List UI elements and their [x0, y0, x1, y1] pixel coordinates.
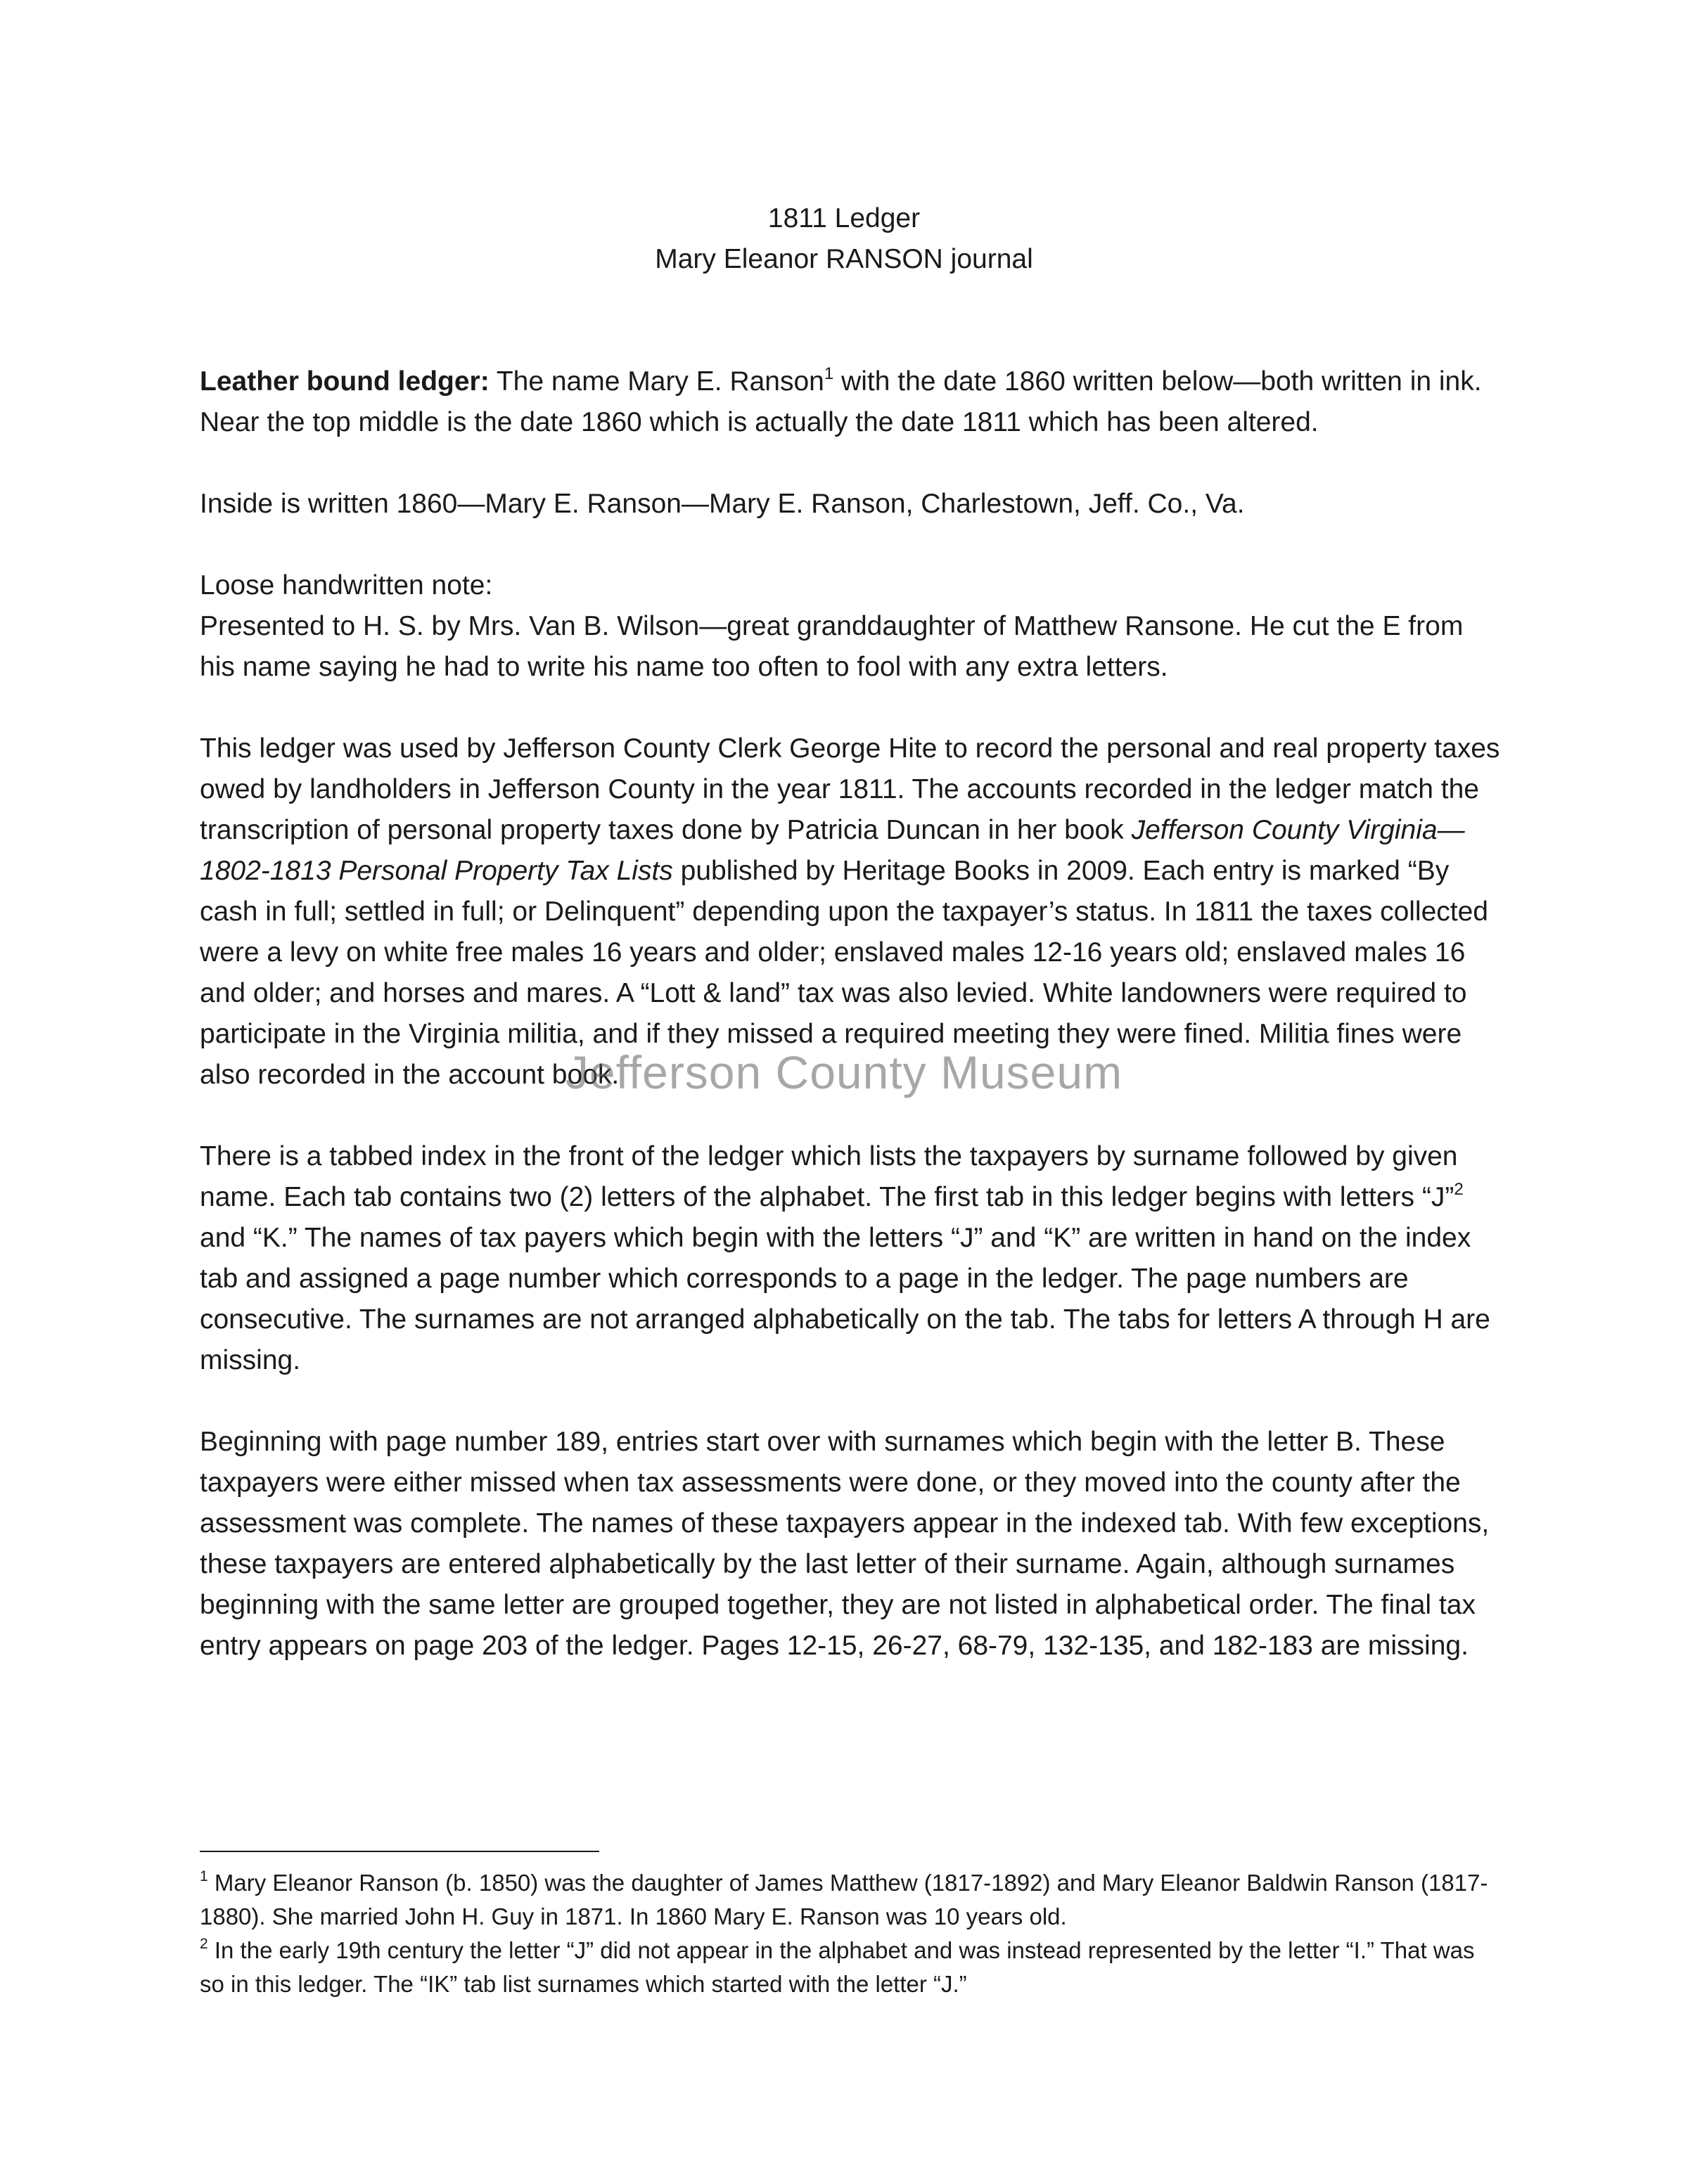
- paragraph-note-text: Presented to H. S. by Mrs. Van B. Wilson—great granddaughter of Matthew Ransone. He cut the E from his name saying he had to write his name too often to fool with any extra letters.: [200, 611, 1464, 682]
- footnote-divider: [200, 1851, 599, 1852]
- paragraph-tabbed-index: [200, 1136, 1502, 1381]
- book-title: Jefferson County Virginia—1802-1813 Personal Property Tax Lists: [200, 815, 1465, 886]
- paragraph-text: with the date 1860 written below—both written in ink. Near the top middle is the date 1860 which is actually the date 1811 which has been altered.: [200, 366, 1482, 437]
- title-block: [0, 198, 1688, 280]
- paragraph-text: and “K.” The names of tax payers which begin with the letters “J” and “K” are written in hand on the index tab and assigned a page number which corresponds to a page in the ledger. The page numbers are consecutive. The surnames are not arranged alphabetically on the tab. The tabs for letters A through H are missing.: [200, 1223, 1490, 1375]
- footnote-text: Mary Eleanor Ranson (b. 1850) was the daughter of James Matthew (1817-1892) and Mary Eleanor Baldwin Ranson (1817-1880). She married John H. Guy in 1871. In 1860 Mary E. Ranson was 10 years old.: [200, 1870, 1488, 1929]
- watermark: Jefferson County Museum: [565, 1046, 1123, 1098]
- paragraph-text: published by Heritage Books in 2009. Each entry is marked “By cash in full; settled in full; or Delinquent” depending upon the taxpayer’s status. In 1811 the taxes collected were a levy on white free males 16 years and older; enslaved males 12-16 years old; enslaved males 16 and older; and horses and mares. A “Lott & land” tax was also levied. White landowners were required to participate in the Virginia militia, and if they missed a required meeting they were fined. Militia fines were also recorded in the account book.: [200, 856, 1488, 1090]
- footnotes: [200, 1866, 1502, 2001]
- paragraph-note-label: Loose handwritten note:: [200, 570, 493, 600]
- footnote-ref-2[interactable]: 2: [1454, 1180, 1464, 1199]
- paragraph-text: The name Mary E. Ranson: [489, 366, 824, 397]
- page-title: 1811 Ledger: [767, 203, 921, 233]
- paragraph-text: This ledger was used by Jefferson County Clerk George Hite to record the personal and real property taxes owed by landholders in Jefferson County in the year 1811. The accounts recorded in the ledger match the transcription of personal property taxes done by Patricia Duncan in her book: [200, 733, 1500, 845]
- body-text: [200, 361, 1502, 1707]
- footnote-number: 1: [200, 1868, 208, 1884]
- paragraph-label: Leather bound ledger:: [200, 366, 490, 397]
- paragraph-ledger-usage: [200, 728, 1502, 1096]
- footnote-ref-1[interactable]: 1: [824, 364, 834, 383]
- paragraph-page-189: Beginning with page number 189, entries start over with surnames which begin with the letter B. These taxpayers were either missed when tax assessments were done, or they moved into the county after the assessment was complete. The names of these taxpayers appear in the indexed tab. With few exceptions, these taxpayers are entered alphabetically by the last letter of their surname. Again, although surnames beginning with the same letter are grouped together, they are not listed in alphabetical order. The final tax entry appears on page 203 of the ledger. Pages 12-15, 26-27, 68-79, 132-135, and 182-183 are missing.: [200, 1427, 1490, 1661]
- paragraph-text: There is a tabbed index in the front of the ledger which lists the taxpayers by surname followed by given name. Each tab contains two (2) letters of the alphabet. The first tab in this ledger begins with letters “J”: [200, 1141, 1458, 1212]
- page-subtitle: Mary Eleanor RANSON journal: [655, 244, 1033, 274]
- footnote-text: In the early 19th century the letter “J” did not appear in the alphabet and was instead represented by the letter “I.” That was so in this ledger. The “IK” tab list surnames which started with the letter “J.”: [200, 1937, 1475, 1997]
- paragraph-leather-bound-ledger: [200, 361, 1502, 443]
- footnote-2: [200, 1934, 1502, 2001]
- footnote-number: 2: [200, 1936, 208, 1952]
- footnote-1: [200, 1866, 1502, 1934]
- paragraph-inside-written: Inside is written 1860—Mary E. Ranson—Mary E. Ranson, Charlestown, Jeff. Co., Va.: [200, 489, 1245, 519]
